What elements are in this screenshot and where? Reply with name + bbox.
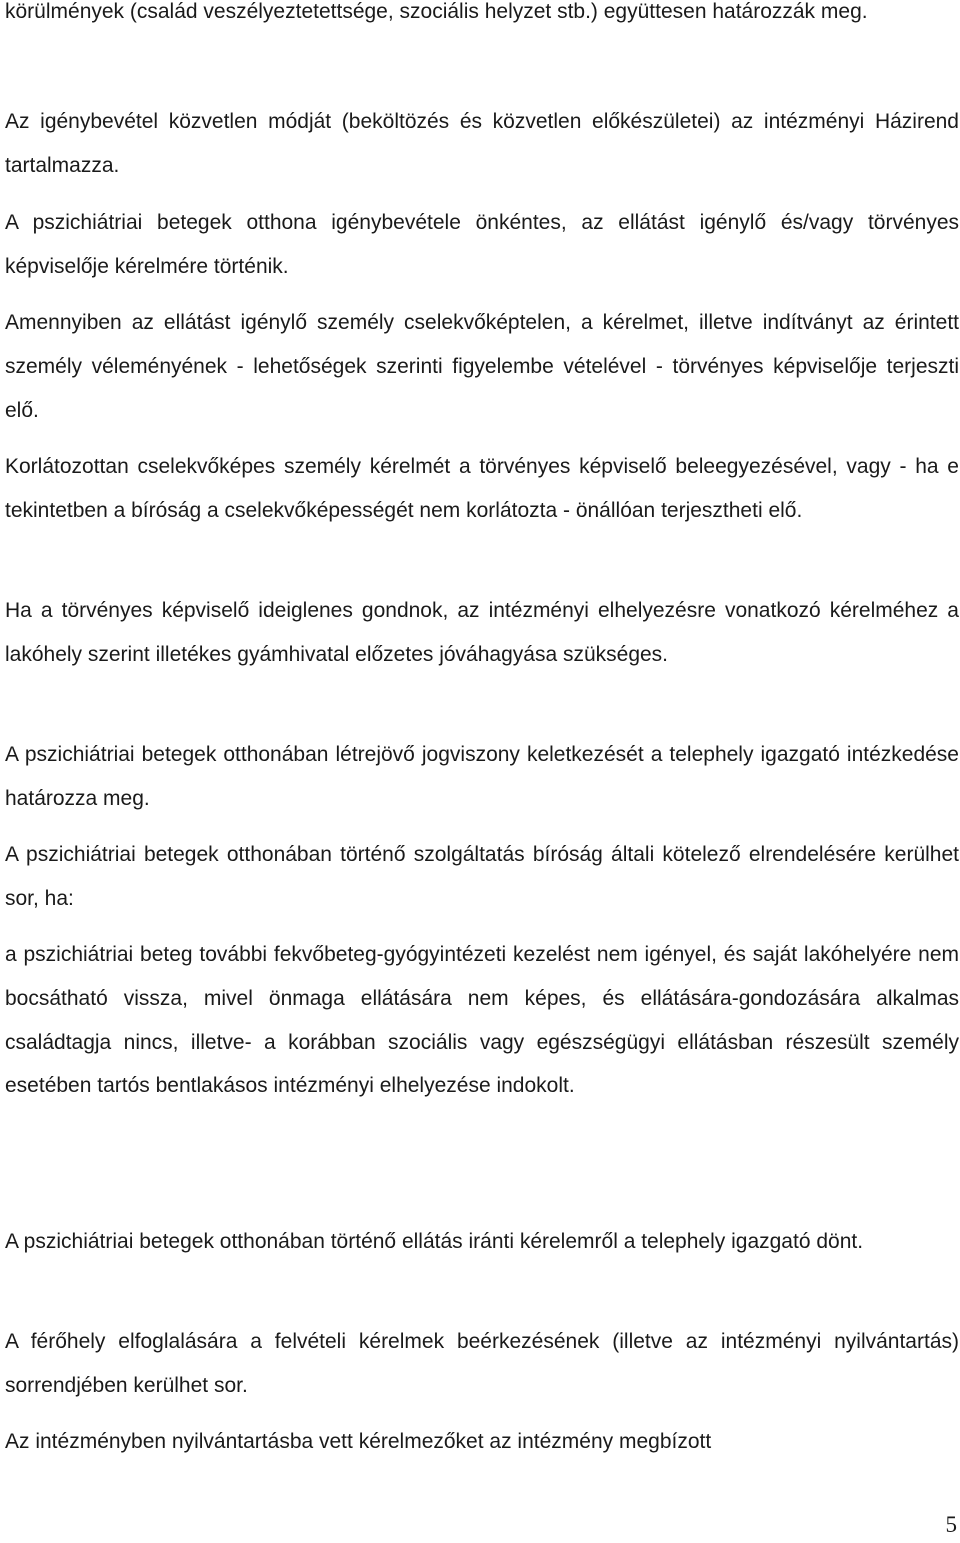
paragraph-11: A férőhely elfoglalására a felvételi kérelmek beérkezésének (illetve az intézményi nyilvántartás) sorrendjében kerülhet sor. [5,1330,959,1397]
paragraph-3: A pszichiátriai betegek otthona igénybevétele önkéntes, az ellátást igénylő és/vagy törvényes képviselője kérelmére történik. [5,211,959,278]
paragraph-6: Ha a törvényes képviselő ideiglenes gondnok, az intézményi elhelyezésre vonatkozó kérelméhez a lakóhely szerint illetékes gyámhivatal előzetes jóváhagyása szükséges. [5,599,959,666]
paragraph-5: Korlátozottan cselekvőképes személy kérelmét a törvényes képviselő beleegyezésével, vagy - ha e tekintetben a bíróság a cselekvőképességét nem korlátozta - önállóan terjesztheti elő. [5,455,959,522]
paragraph-10: A pszichiátriai betegek otthonában történő ellátás iránti kérelemről a telephely igazgató dönt. [5,1230,864,1253]
paragraph-9: a pszichiátriai beteg további fekvőbeteg-gyógyintézeti kezelést nem igényel, és saját lakóhelyére nem bocsátható vissza, mivel önmaga ellátására nem képes, és ellátására-gondozására alkalmas családtagja nincs, illetve- a korábban szociális vagy egészségügyi ellátásban részesült személy esetében tartós bentlakásos intézményi elhelyezése indokolt. [5,943,959,1098]
paragraph-7: A pszichiátriai betegek otthonában létrejövő jogviszony keletkezését a telephely igazgató intézkedése határozza meg. [5,743,959,810]
paragraph-4: Amennyiben az ellátást igénylő személy cselekvőképtelen, a kérelmet, illetve indítványt az érintett személy véleményének - lehetőségek szerinti figyelembe vételével - törvényes képviselője terjeszti elő. [5,311,959,422]
paragraph-1: körülmények (család veszélyeztetettsége, szociális helyzet stb.) együttesen határozzák meg. [5,0,868,23]
paragraph-12: Az intézményben nyilvántartásba vett kérelmezőket az intézmény megbízott [5,1430,712,1453]
paragraph-8: A pszichiátriai betegek otthonában történő szolgáltatás bíróság általi kötelező elrendelésére kerülhet sor, ha: [5,843,959,910]
page-number: 5 [945,1512,957,1537]
paragraph-2: Az igénybevétel közvetlen módját (beköltözés és közvetlen előkészületei) az intézményi Házirend tartalmazza. [5,110,959,177]
